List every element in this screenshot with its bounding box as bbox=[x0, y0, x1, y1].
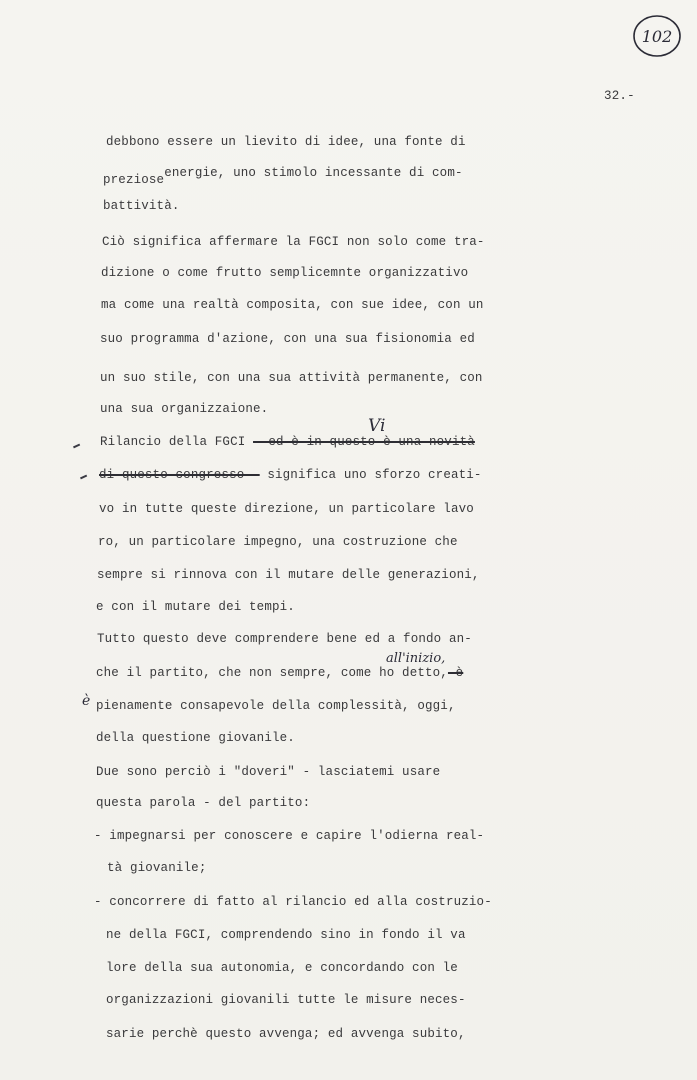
text-line-28: sarie perchè questo avvenga; ed avvenga subito, bbox=[106, 1027, 466, 1041]
text-line-21: questa parola - del partito: bbox=[96, 796, 311, 810]
text-line-10 bbox=[100, 435, 475, 449]
text-line-17-start: che il partito, che non sempre, come ho detto, bbox=[96, 666, 448, 680]
text-line-25: ne della FGCI, comprendendo sino in fondo il va bbox=[106, 928, 466, 942]
archive-number-stamp bbox=[632, 14, 682, 58]
text-line-26: lore della sua autonomia, e concordando con le bbox=[106, 961, 458, 975]
text-line-22: - impegnarsi per conoscere e capire l'odierna real- bbox=[94, 829, 485, 843]
text-line-11-end: significa uno sforzo creati- bbox=[259, 468, 482, 482]
text-line-10-start: Rilancio della FGCI bbox=[100, 435, 246, 449]
stamp-number: 102 bbox=[641, 27, 673, 46]
margin-mark bbox=[73, 444, 80, 448]
text-line-13: ro, un particolare impegno, una costruzione che bbox=[98, 535, 458, 549]
struck-text: è bbox=[447, 666, 464, 680]
handwritten-margin-note: è bbox=[82, 693, 91, 709]
struck-text: - ed è in questo è una novità bbox=[253, 435, 475, 449]
text-line-2-raised: energie, uno stimolo incessante di com- bbox=[164, 166, 463, 180]
struck-text: di questo congresso - bbox=[99, 468, 260, 482]
page-number: 32.- bbox=[604, 89, 635, 103]
text-line-12: vo in tutte queste direzione, un particolare lavo bbox=[99, 502, 474, 516]
handwritten-insertion: all'inizio, bbox=[386, 651, 446, 666]
text-line-14: sempre si rinnova con il mutare delle generazioni, bbox=[97, 568, 480, 582]
text-line-2-start: preziose bbox=[103, 173, 165, 187]
text-line-17 bbox=[96, 666, 463, 680]
text-line-24: - concorrere di fatto al rilancio ed alla costruzio- bbox=[94, 895, 492, 909]
text-line-9: una sua organizzaione. bbox=[100, 402, 269, 416]
text-line-3: battività. bbox=[103, 199, 180, 213]
text-line-5: dizione o come frutto semplicemnte organizzativo bbox=[101, 266, 469, 280]
text-line-8: un suo stile, con una sua attività permanente, con bbox=[100, 371, 483, 385]
text-line-19: della questione giovanile. bbox=[96, 731, 295, 745]
text-line-27: organizzazioni giovanili tutte le misure neces- bbox=[106, 993, 466, 1007]
handwritten-insertion: Vi bbox=[368, 416, 386, 436]
text-line-16: Tutto questo deve comprendere bene ed a fondo an- bbox=[97, 632, 472, 646]
text-line-4: Ciò significa affermare la FGCI non solo come tra- bbox=[102, 235, 485, 249]
text-line-6: ma come una realtà composita, con sue idee, con un bbox=[101, 298, 484, 312]
text-line-23: tà giovanile; bbox=[107, 861, 207, 875]
text-line-18: pienamente consapevole della complessità, oggi, bbox=[96, 699, 456, 713]
text-line-11 bbox=[99, 468, 482, 482]
text-line-1: debbono essere un lievito di idee, una fonte di bbox=[106, 135, 466, 149]
text-line-2 bbox=[103, 166, 463, 187]
margin-mark bbox=[80, 475, 87, 479]
text-line-7: suo programma d'azione, con una sua fisionomia ed bbox=[100, 332, 475, 346]
text-line-15: e con il mutare dei tempi. bbox=[96, 600, 295, 614]
text-line-20: Due sono perciò i "doveri" - lasciatemi usare bbox=[96, 765, 441, 779]
